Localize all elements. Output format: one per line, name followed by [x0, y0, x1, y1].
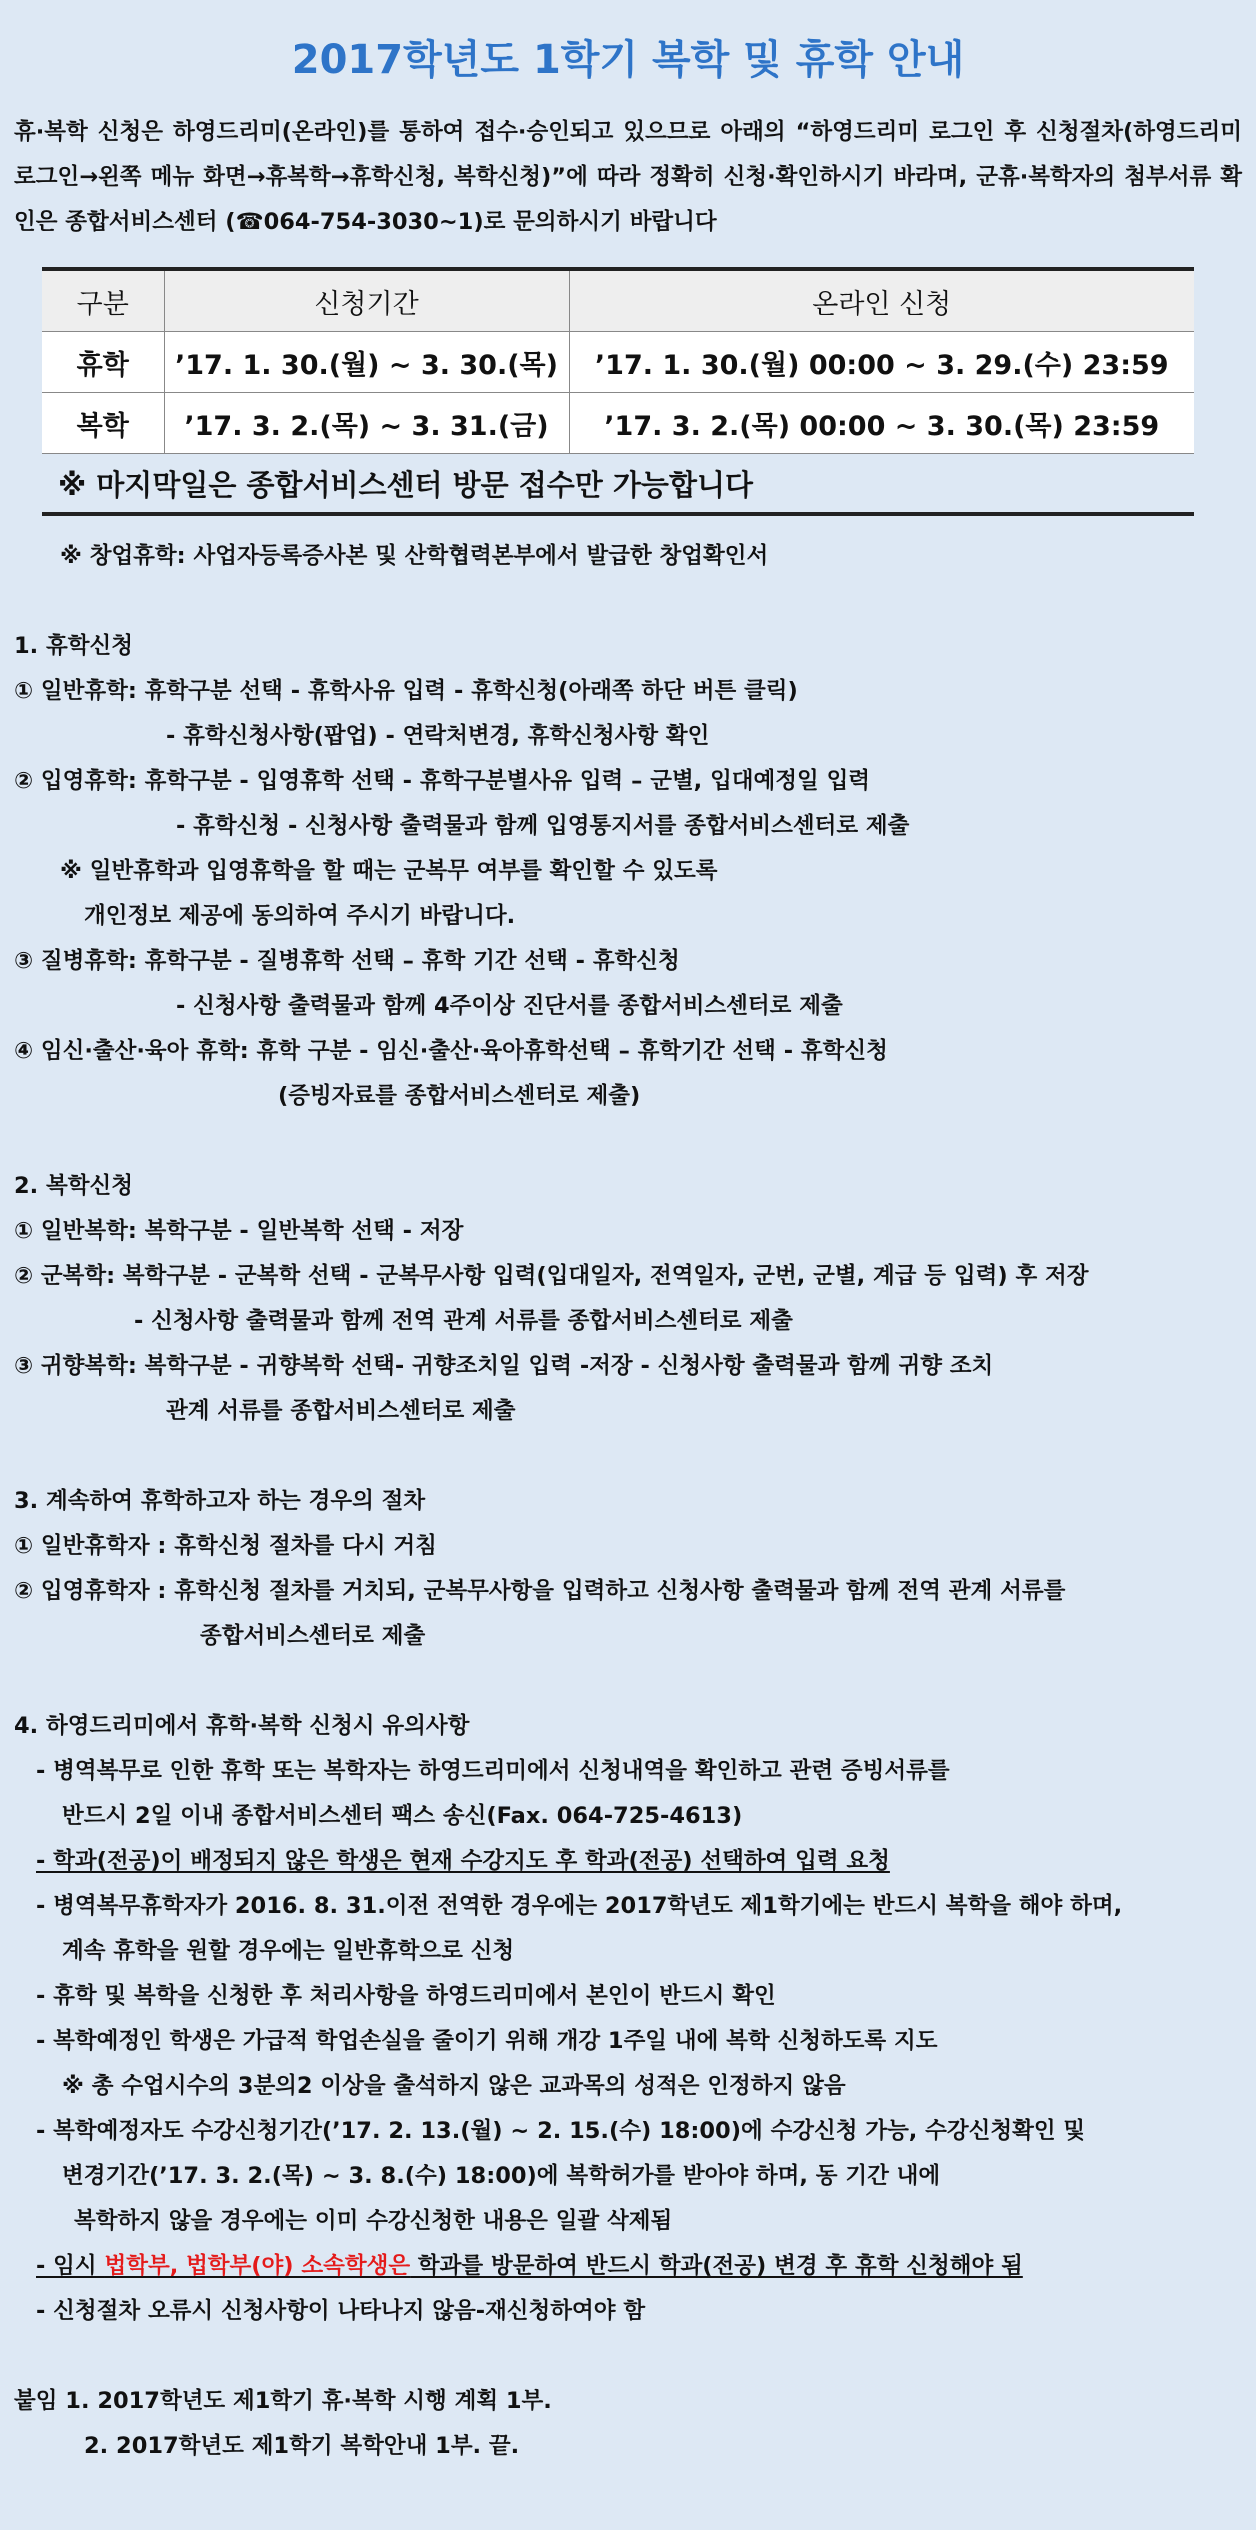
- list-item: ① 일반휴학자 : 휴학신청 절차를 다시 거침: [14, 1533, 437, 1559]
- row-category: 복학: [42, 393, 164, 454]
- list-item: - 신청사항 출력물과 함께 전역 관계 서류를 종합서비스센터로 제출: [134, 1308, 793, 1334]
- highlighted-text: 법학부, 법학부(야) 소속학생은: [104, 2253, 411, 2279]
- list-item: [14, 1839, 1242, 1884]
- underlined-text: - 학과(전공)이 배정되지 않은 학생은 현재 수강지도 후 학과(전공) 선택하여 입력 요청: [36, 1848, 890, 1874]
- list-item: ② 군복학: 복학구분 - 군복학 선택 - 군복무사항 입력(입대일자, 전역일자, 군번, 군별, 계급 등 입력) 후 저장: [14, 1263, 1089, 1289]
- list-item: [14, 2244, 1242, 2289]
- section-heading: 1. 휴학신청: [14, 633, 133, 659]
- underlined-text: [36, 2253, 1023, 2279]
- list-item: 계속 휴학을 원할 경우에는 일반휴학으로 신청: [62, 1938, 515, 1964]
- section-heading: 2. 복학신청: [14, 1173, 133, 1199]
- row-period: ’17. 1. 30.(월) ~ 3. 30.(목): [164, 332, 569, 393]
- row-online: ’17. 1. 30.(월) 00:00 ~ 3. 29.(수) 23:59: [569, 332, 1194, 393]
- intro-paragraph: 휴·복학 신청은 하영드리미(온라인)를 통하여 접수·승인되고 있으므로 아래의 “하영드리미 로그인 후 신청절차(하영드리미 로그인→왼쪽 메뉴 화면→휴복학→휴학신청, 복학신청)”에 따라 정확히 신청·확인하시기 바라며, 군휴·복학자의 첨부서류 확인은 종합서비스센터 (☎064-754-3030~1)로 문의하시기 바랍니다: [14, 119, 1242, 235]
- startup-note: ※ 창업휴학: 사업자등록증사본 및 산학협력본부에서 발급한 창업확인서: [60, 543, 769, 569]
- list-item: ※ 일반휴학과 입영휴학을 할 때는 군복무 여부를 확인할 수 있도록: [60, 858, 718, 884]
- list-item: ※ 총 수업시수의 3분의2 이상을 출석하지 않은 교과목의 성적은 인정하지 않음: [62, 2073, 846, 2099]
- section-heading: 3. 계속하여 휴학하고자 하는 경우의 절차: [14, 1488, 426, 1514]
- page-title: 2017학년도 1학기 복학 및 휴학 안내: [291, 37, 965, 83]
- list-item: - 휴학 및 복학을 신청한 후 처리사항을 하영드리미에서 본인이 반드시 확인: [36, 1983, 776, 2009]
- row-category: 휴학: [42, 332, 164, 393]
- notice-body: [14, 534, 1242, 2469]
- table-row: [42, 393, 1194, 454]
- list-item: (증빙자료를 종합서비스센터로 제출): [278, 1083, 641, 1109]
- col-header-category: 구분: [42, 269, 164, 332]
- list-item: - 휴학신청사항(팝업) - 연락처변경, 휴학신청사항 확인: [166, 723, 710, 749]
- col-header-period: 신청기간: [164, 269, 569, 332]
- list-item: 개인정보 제공에 동의하여 주시기 바랍니다.: [84, 903, 516, 929]
- list-item: 관계 서류를 종합서비스센터로 제출: [166, 1398, 516, 1424]
- list-item: - 신청사항 출력물과 함께 4주이상 진단서를 종합서비스센터로 제출: [176, 993, 843, 1019]
- list-item: - 복학예정자도 수강신청기간(’17. 2. 13.(월) ~ 2. 15.(수) 18:00)에 수강신청 가능, 수강신청확인 및: [36, 2118, 1086, 2144]
- list-item: ④ 임신·출산·육아 휴학: 휴학 구분 - 임신·출산·육아휴학선택 – 휴학기간 선택 - 휴학신청: [14, 1038, 888, 1064]
- list-item: 종합서비스센터로 제출: [200, 1623, 426, 1649]
- col-header-online: 온라인 신청: [569, 269, 1194, 332]
- list-item: ② 입영휴학: 휴학구분 - 입영휴학 선택 - 휴학구분별사유 입력 – 군별, 입대예정일 입력: [14, 768, 871, 794]
- text-segment: 학과를 방문하여 반드시 학과(전공) 변경 후 휴학 신청해야 됨: [410, 2253, 1023, 2279]
- attachment-line: 2. 2017학년도 제1학기 복학안내 1부. 끝.: [84, 2433, 520, 2459]
- row-online: ’17. 3. 2.(목) 00:00 ~ 3. 30.(목) 23:59: [569, 393, 1194, 454]
- list-item: ② 입영휴학자 : 휴학신청 절차를 거치되, 군복무사항을 입력하고 신청사항 출력물과 함께 전역 관계 서류를: [14, 1578, 1066, 1604]
- last-day-note: ※ 마지막일은 종합서비스센터 방문 접수만 가능합니다: [42, 454, 1194, 516]
- section-heading: 4. 하영드리미에서 휴학·복학 신청시 유의사항: [14, 1713, 470, 1739]
- list-item: ① 일반휴학: 휴학구분 선택 - 휴학사유 입력 - 휴학신청(아래쪽 하단 버튼 클릭): [14, 678, 798, 704]
- row-period: ’17. 3. 2.(목) ~ 3. 31.(금): [164, 393, 569, 454]
- list-item: ③ 귀향복학: 복학구분 - 귀향복학 선택- 귀향조치일 입력 -저장 - 신청사항 출력물과 함께 귀향 조치: [14, 1353, 994, 1379]
- list-item: ① 일반복학: 복학구분 - 일반복학 선택 - 저장: [14, 1218, 464, 1244]
- schedule-table: [42, 267, 1194, 454]
- list-item: - 신청절차 오류시 신청사항이 나타나지 않음-재신청하여야 함: [36, 2298, 646, 2324]
- table-header-row: [42, 269, 1194, 332]
- list-item: 반드시 2일 이내 종합서비스센터 팩스 송신(Fax. 064-725-4613): [62, 1803, 743, 1829]
- table-row: [42, 332, 1194, 393]
- list-item: - 휴학신청 - 신청사항 출력물과 함께 입영통지서를 종합서비스센터로 제출: [176, 813, 910, 839]
- list-item: - 병역복무로 인한 휴학 또는 복학자는 하영드리미에서 신청내역을 확인하고 관련 증빙서류를: [36, 1758, 950, 1784]
- list-item: ③ 질병휴학: 휴학구분 - 질병휴학 선택 – 휴학 기간 선택 - 휴학신청: [14, 948, 680, 974]
- list-item: 복학하지 않을 경우에는 이미 수강신청한 내용은 일괄 삭제됨: [74, 2208, 673, 2234]
- list-item: 변경기간(’17. 3. 2.(목) ~ 3. 8.(수) 18:00)에 복학허가를 받아야 하며, 동 기간 내에: [62, 2163, 941, 2189]
- list-item: - 병역복무휴학자가 2016. 8. 31.이전 전역한 경우에는 2017학년도 제1학기에는 반드시 복학을 해야 하며,: [36, 1893, 1123, 1919]
- list-item: - 복학예정인 학생은 가급적 학업손실을 줄이기 위해 개강 1주일 내에 복학 신청하도록 지도: [36, 2028, 938, 2054]
- attachment-line: 붙임 1. 2017학년도 제1학기 휴·복학 시행 계획 1부.: [14, 2388, 552, 2414]
- text-segment: - 임시: [36, 2253, 105, 2279]
